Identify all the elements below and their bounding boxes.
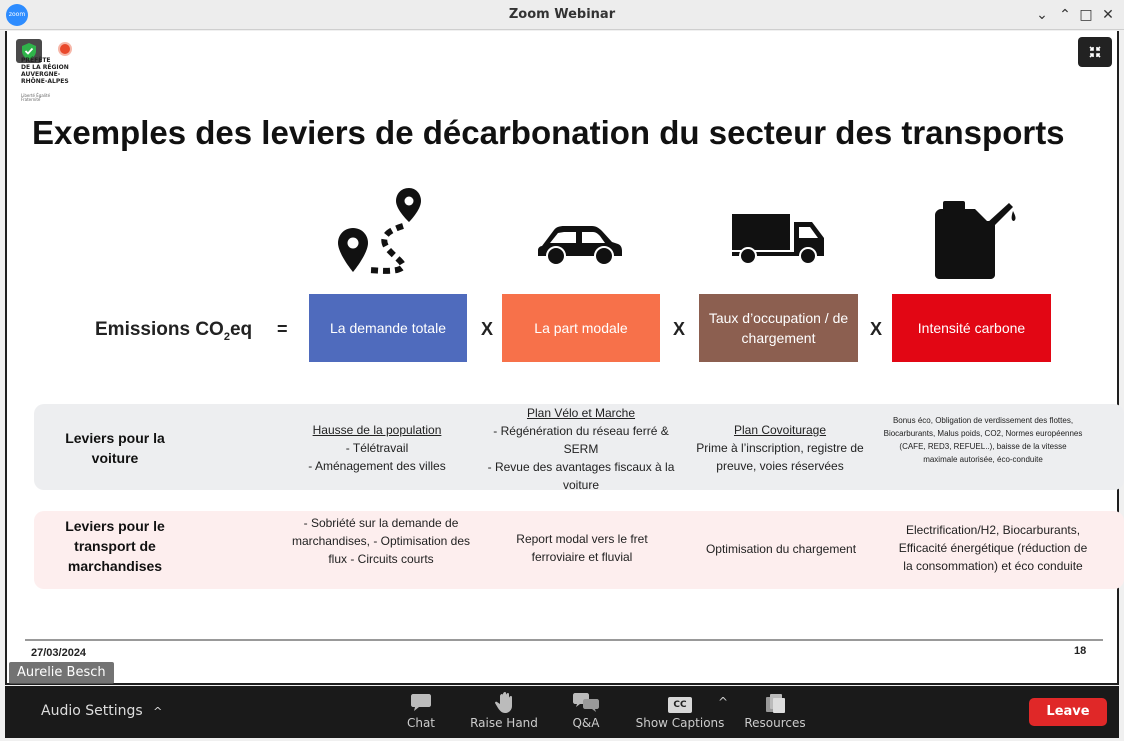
window-title: Zoom Webinar (508, 7, 616, 22)
cell-voiture-occupation: Plan Covoiturage Prime à l’inscription, registre de preuve, voies réservées (696, 423, 864, 473)
cell-marchandises-occupation: Optimisation du chargement (705, 542, 857, 556)
car-icon (538, 224, 622, 266)
equals-sign: = (277, 319, 288, 339)
slide-title: Exemples des leviers de décarbonation du secteur des transports (32, 114, 1065, 151)
slide-date: 27/03/2024 (31, 647, 87, 659)
zoom-logo-icon: zoom (6, 4, 28, 26)
maximize-button[interactable]: □ (1079, 7, 1093, 23)
cell-voiture-intensite: Bonus éco, Obligation de verdissement des flottes, Biocarburants, Malus poids, CO2, Normes européennes (CAFE, RED3, REFUEL..), baisse de la vitesse maximale autorisée, éco-conduite (883, 416, 1083, 464)
slide-page-number: 18 (1074, 645, 1087, 657)
fuel-canister-icon (935, 199, 1017, 279)
label-leviers-voiture: Leviers pour la voiture (65, 430, 165, 466)
qa-button[interactable]: Q&A (541, 692, 631, 730)
resources-button[interactable]: Resources (730, 692, 820, 730)
close-button[interactable]: ✕ (1102, 7, 1114, 23)
presentation-slide (7, 31, 1117, 683)
hand-icon (459, 692, 549, 714)
times-sign-1: X (481, 319, 494, 339)
chat-bubble-icon (376, 692, 466, 714)
footer-divider (25, 639, 1103, 641)
audio-settings-button[interactable]: Audio Settings ^ (41, 703, 163, 719)
fullscreen-icon (1078, 37, 1112, 67)
qa-bubbles-icon (541, 692, 631, 714)
box-demande-totale: La demande totale (309, 294, 467, 362)
cell-voiture-modale: Plan Vélo et Marche - Régénération du réseau ferré & SERM - Revue des avantages fiscaux à la voiture (487, 406, 675, 492)
emissions-label: Emissions $CO_2eq$ (95, 319, 253, 343)
truck-icon (732, 214, 826, 266)
chat-button[interactable]: Chat (376, 692, 466, 730)
presenter-name-badge: Aurelie Besch (9, 662, 114, 684)
cell-marchandises-demande: - Sobriété sur la demande de marchandises, - Optimisation des flux - Circuits courts (291, 516, 471, 566)
shared-screen (5, 31, 1119, 685)
meeting-controls-bar (5, 686, 1119, 738)
route-map-pin-icon (335, 186, 421, 276)
raise-hand-button[interactable]: Raise Hand (459, 692, 549, 730)
resources-icon (730, 692, 820, 714)
cell-voiture-demande: Hausse de la population - Télétravail - Aménagement des villes (308, 423, 446, 473)
prefecture-motto: Liberté Égalité Fraternité (21, 93, 51, 102)
show-captions-button[interactable]: CC Show Captions (635, 692, 725, 730)
times-sign-3: X (870, 319, 883, 339)
box-taux-occupation: Taux d’occupation / de chargement (699, 294, 858, 362)
cell-marchandises-modale: Report modal vers le fret ferroviaire et fluvial (516, 532, 648, 564)
restore-button[interactable]: ⌃ (1059, 7, 1071, 23)
captions-options-chevron-icon[interactable]: ^ (718, 695, 729, 709)
exit-fullscreen-button[interactable] (1078, 37, 1112, 67)
chevron-up-icon: ^ (153, 705, 163, 718)
box-intensite-carbone: Intensité carbone (892, 294, 1051, 362)
closed-captions-icon: CC (668, 697, 692, 713)
minimize-button[interactable]: ⌄ (1036, 7, 1048, 23)
cell-marchandises-intensite: Electrification/H2, Biocarburants, Efficacité énergétique (réduction de la consommation) et éco conduite (898, 523, 1088, 573)
box-part-modale: La part modale (502, 294, 660, 362)
title-bar (0, 0, 1124, 30)
recording-indicator-icon (58, 42, 72, 56)
label-leviers-marchandises: Leviers pour le transport de marchandises (65, 518, 165, 574)
leave-button[interactable]: Leave (1029, 698, 1107, 726)
times-sign-2: X (673, 319, 686, 339)
prefecture-logo: PRÉFÈTE DE LA RÉGION AUVERGNE- RHÔNE-ALPES (21, 57, 69, 85)
